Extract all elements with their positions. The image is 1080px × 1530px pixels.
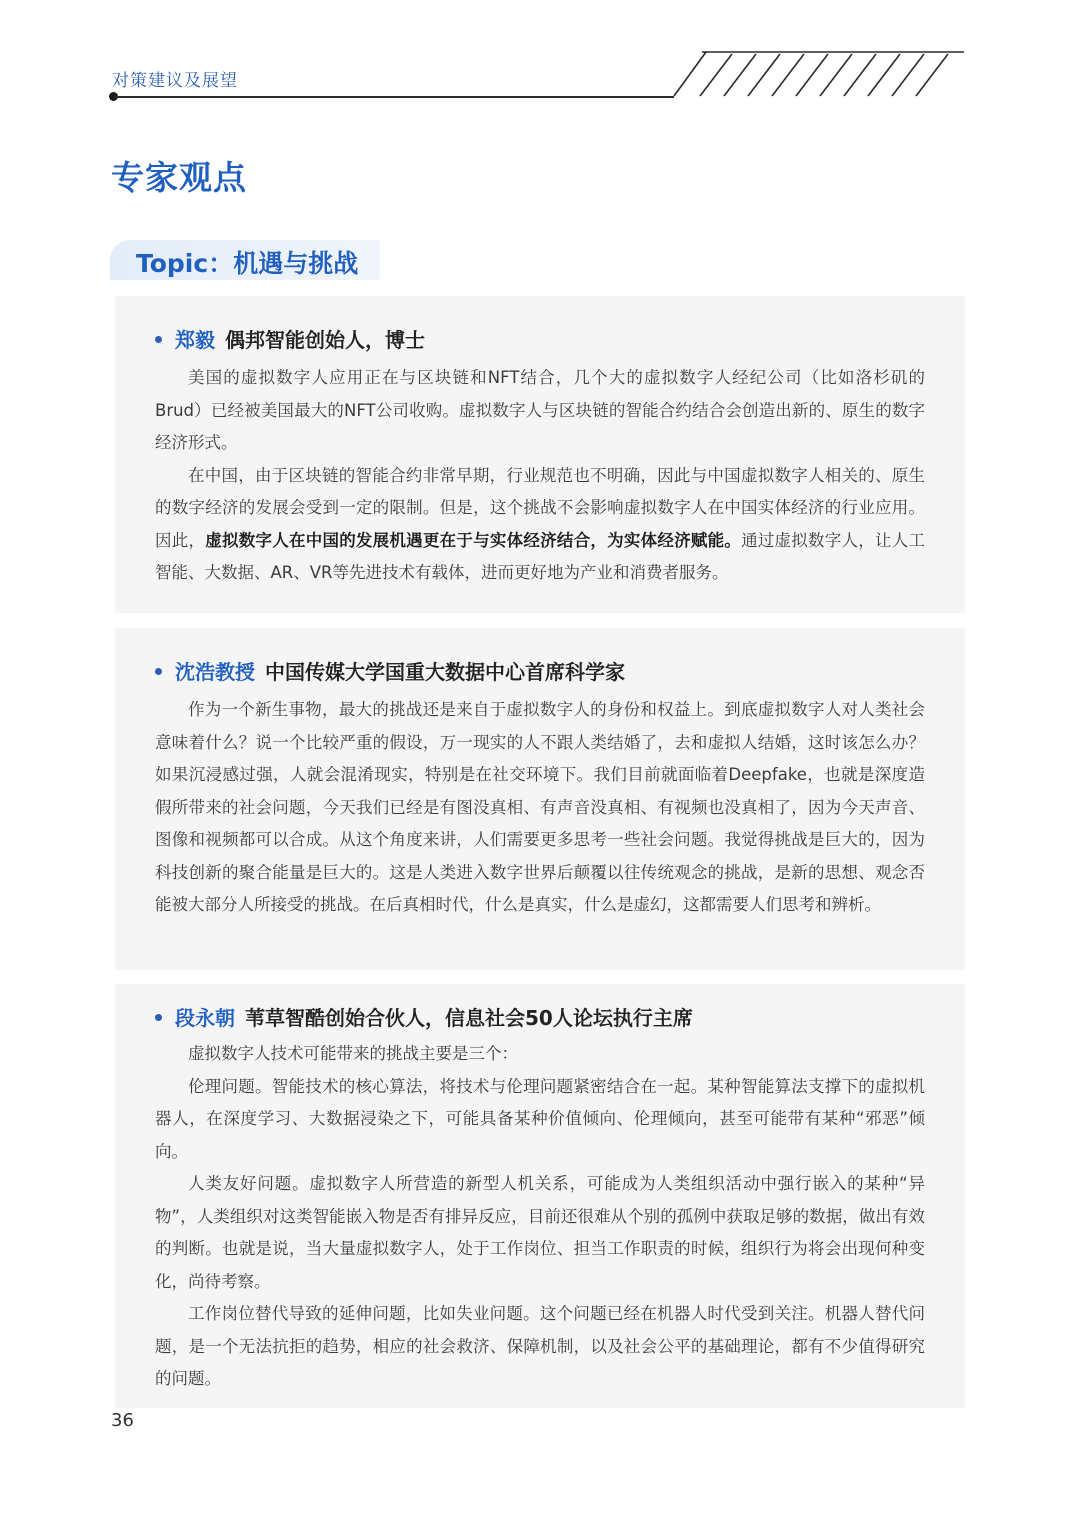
page-title: 专家观点 [111,158,247,197]
expert-card-shen-hao [115,628,965,970]
expert-opinion [155,362,925,590]
opinion-paragraph: 工作岗位替代导致的延伸问题，比如失业问题。这个问题已经在机器人时代受到关注。机器人替代问题，是一个无法抗拒的趋势，相应的社会救济、保障机制，以及社会公平的基础理论，都有不少值得研究的问题。 [155,1304,925,1388]
expert-heading [155,324,425,353]
expert-role: 中国传媒大学国重大数据中心首席科学家 [265,660,625,684]
opinion-paragraph: 在中国，由于区块链的智能合约非常早期，行业规范也不明确，因此与中国虚拟数字人相关的、原生的数字经济的发展会受到一定的限制。但是，这个挑战不会影响虚拟数字人在中国实体经济的行业应用。因此，虚拟数字人在中国的发展机遇更在于与实体经济结合，为实体经济赋能。通过虚拟数字人，让人工智能、大数据、AR、VR等先进技术有载体，进而更好地为产业和消费者服务。 [155,465,926,582]
expert-card-zheng-yi [115,296,965,613]
bullet-icon [155,668,162,675]
opinion-paragraph: 伦理问题。智能技术的核心算法，将技术与伦理问题紧密结合在一起。某种智能算法支撑下的虚拟机器人，在深度学习、大数据浸染之下，可能具备某种价值倾向、伦理倾向，甚至可能带有某种“邪恶”倾向。 [155,1076,925,1161]
opinion-paragraph: 作为一个新生事物，最大的挑战还是来自于虚拟数字人的身份和权益上。到底虚拟数字人对人类社会意味着什么？说一个比较严重的假设，万一现实的人不跟人类结婚了，去和虚拟人结婚，这时该怎么办？如果沉浸感过强，人就会混淆现实，特别是在社交环境下。我们目前就面临着Deepfake，也就是深度造假所带来的社会问题，今天我们已经是有图没真相、有声音没真相、有视频也没真相了，因为今天声音、图像和视频都可以合成。从这个角度来讲，人们需要更多思考一些社会问题。我觉得挑战是巨大的，因为科技创新的聚合能量是巨大的。这是人类进入数字世界后颠覆以往传统观念的挑战，是新的思想、观念否能被大部分人所接受的挑战。在后真相时代，什么是真实，什么是虚幻，这都需要人们思考和辨析。 [155,700,925,914]
expert-card-duan-yongchao [115,984,965,1408]
section-label: 对策建议及展望 [112,71,238,91]
expert-name: 段永朝 [175,1006,235,1030]
highlight-text: 虚拟数字人在中国的发展机遇更在于与实体经济结合，为实体经济赋能。 [205,530,742,550]
topic-label: Topic：机遇与挑战 [136,249,359,278]
header-stripes-decoration [660,46,970,102]
opinion-paragraph: 虚拟数字人技术可能带来的挑战主要是三个： [188,1044,518,1063]
expert-role: 偶邦智能创始人，博士 [225,328,425,352]
expert-role: 苇草智酷创始合伙人，信息社会50人论坛执行主席 [245,1006,693,1030]
expert-opinion [155,1038,925,1396]
expert-opinion [155,694,925,922]
bullet-icon [155,336,162,343]
opinion-paragraph: 美国的虚拟数字人应用正在与区块链和NFT结合，几个大的虚拟数字人经纪公司（比如洛杉矶的Brud）已经被美国最大的NFT公司收购。虚拟数字人与区块链的智能合约结合会创造出新的、原生的数字经济形式。 [155,368,925,452]
topic-tab [110,240,380,280]
expert-heading [155,1002,693,1031]
expert-name: 郑毅 [175,328,215,352]
header-rule [114,96,674,98]
bullet-icon [155,1014,162,1021]
page-number: 36 [111,1410,134,1431]
expert-name: 沈浩教授 [175,660,255,684]
opinion-paragraph: 人类友好问题。虚拟数字人所营造的新型人机关系，可能成为人类组织活动中强行嵌入的某种“异物”，人类组织对这类智能嵌入物是否有排异反应，目前还很难从个别的孤例中获取足够的数据，做出有效的判断。也就是说，当大量虚拟数字人，处于工作岗位、担当工作职责的时候，组织行为将会出现何种变化，尚待考察。 [155,1174,925,1291]
expert-heading [155,656,625,685]
